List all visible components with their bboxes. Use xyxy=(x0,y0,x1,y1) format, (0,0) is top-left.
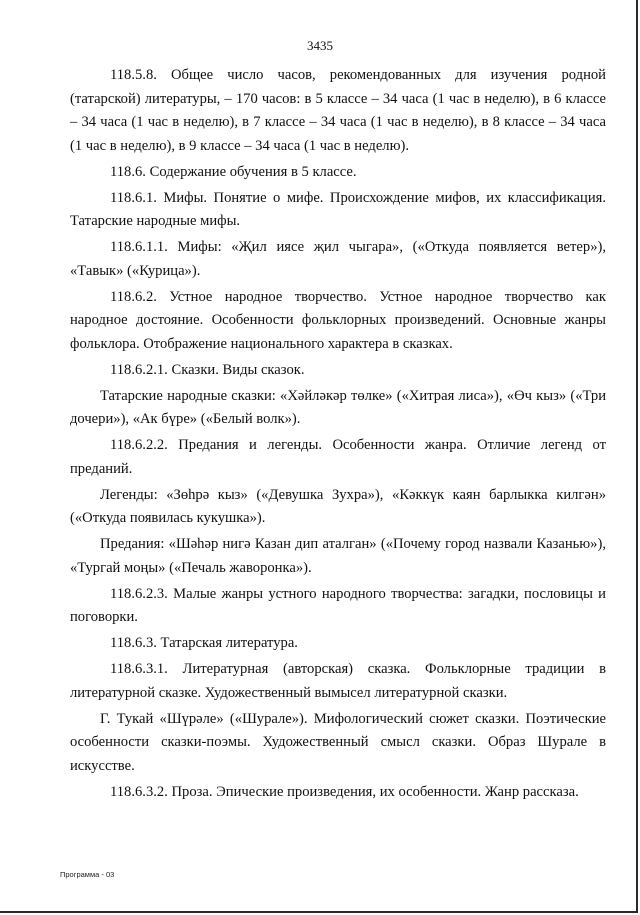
paragraph-118-6: 118.6. Содержание обучения в 5 классе. xyxy=(110,163,357,180)
paragraph-118-6-1: 118.6.1. Мифы. Понятие о мифе. Происхождение мифов, их классификация. Татарские народные мифы. xyxy=(70,189,606,229)
paragraph-legends: Легенды: «Зөһрә кыз» («Девушка Зухра»), «Кәккүк каян барлыкка килгән» («Откуда появилась кукушка»). xyxy=(70,486,606,526)
paragraph-118-6-2-1: 118.6.2.1. Сказки. Виды сказок. xyxy=(110,361,305,378)
paragraph-tatar-folk-tales: Татарские народные сказки: «Хәйләкәр төлке» («Хитрая лиса»), «Өч кыз» («Три дочери»), «Ак бүре» («Белый волк»). xyxy=(70,387,606,427)
paragraph-118-6-2-2: 118.6.2.2. Предания и легенды. Особенности жанра. Отличие легенд от преданий. xyxy=(70,437,606,477)
document-body xyxy=(70,64,606,807)
page-footer: Программа - 03 xyxy=(60,870,115,879)
paragraph-118-6-1-1: 118.6.1.1. Мифы: «Җил иясе җил чыгара», («Откуда появляется ветер»), «Тавык» («Курица»). xyxy=(70,239,606,279)
paragraph-118-6-3-1: 118.6.3.1. Литературная (авторская) сказка. Фольклорные традиции в литературной сказке. Художественный вымысел литературной сказки. xyxy=(70,661,606,701)
paragraph-118-6-3-2: 118.6.3.2. Проза. Эпические произведения, их особенности. Жанр рассказа. xyxy=(110,783,579,800)
page-number: 3435 xyxy=(307,38,333,53)
paragraph-118-6-2-3: 118.6.2.3. Малые жанры устного народного творчества: загадки, пословицы и поговорки. xyxy=(70,585,606,625)
paragraph-traditions: Предания: «Шәһәр нигә Казан дип аталган» («Почему город назвали Казанью»), «Тургай моңы» («Печаль жаворонка»). xyxy=(70,536,606,576)
paragraph-118-6-3: 118.6.3. Татарская литература. xyxy=(110,635,298,651)
paragraph-118-6-2: 118.6.2. Устное народное творчество. Устное народное творчество как народное достояние. Особенности фольклорных произведений. Основные жанры фольклора. Отображение национального характера в сказках. xyxy=(70,288,606,352)
paragraph-118-5-8: 118.5.8. Общее число часов, рекомендованных для изучения родной (татарской) литературы, – 170 часов: в 5 классе – 34 часа (1 час в неделю), в 6 классе – 34 часа (1 час в неделю), в 7 классе – 34 часа (1 час в неделю), в 8 классе – 34 часа (1 час в неделю), в 9 классе – 34 часа (1 час в неделю). xyxy=(70,67,606,154)
paragraph-tukay-shurale: Г. Тукай «Шүрәле» («Шурале»). Мифологический сюжет сказки. Поэтические особенности сказки-поэмы. Художественный смысл сказки. Образ Шурале в искусстве. xyxy=(70,710,606,774)
